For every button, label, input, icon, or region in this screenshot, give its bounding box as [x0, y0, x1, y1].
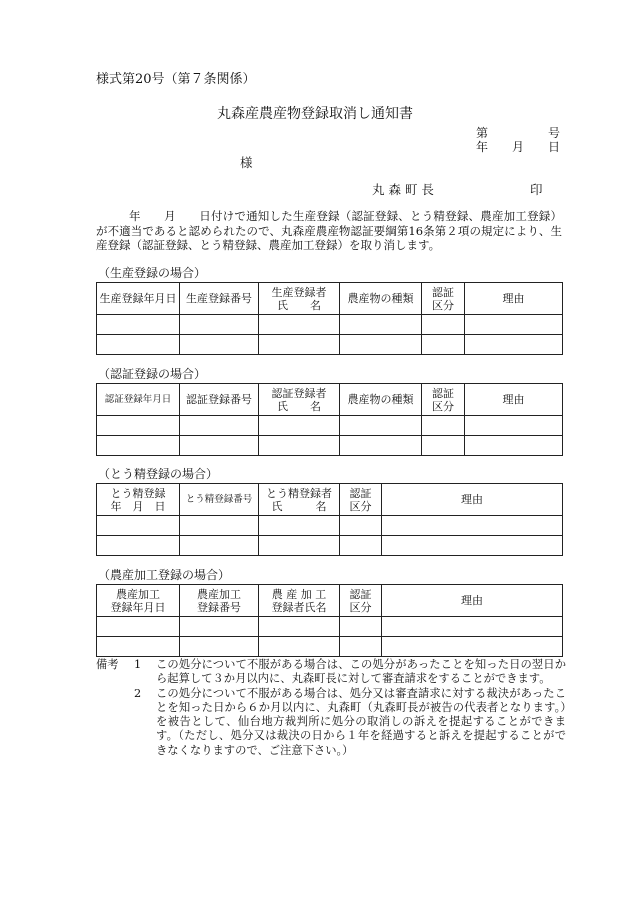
table-header: 農産物の種類 — [340, 283, 422, 315]
production-table — [96, 282, 563, 355]
table-row — [97, 617, 563, 637]
document-title: 丸森産農産物登録取消し通知書 — [217, 106, 413, 122]
table-header: 生産登録番号 — [180, 283, 259, 315]
table-header: とう精登録 年 月 日 — [97, 484, 180, 516]
table-header: 認証登録年月日 — [97, 384, 180, 416]
table-row — [97, 315, 563, 335]
table-header: 理由 — [465, 283, 563, 315]
table-row — [97, 516, 563, 536]
table-header: 生産登録者 氏 名 — [259, 283, 340, 315]
remarks-number: 1 — [134, 658, 142, 671]
milling-table — [96, 483, 563, 556]
issuer-name: 丸 森 町 長 — [372, 182, 434, 197]
table-header: 農産加工 登録番号 — [180, 585, 259, 617]
remarks — [96, 658, 566, 758]
seal-mark: 印 — [530, 182, 543, 197]
date-month: 月 — [512, 140, 525, 154]
date-year: 年 — [476, 140, 489, 154]
section-label-certification: （認証登録の場合） — [98, 367, 207, 381]
section-label-production: （生産登録の場合） — [98, 266, 207, 280]
certification-table — [96, 383, 563, 456]
table-header: 生産登録年月日 — [97, 283, 180, 315]
table-header: 認証登録番号 — [180, 384, 259, 416]
table-header: 認証 区分 — [340, 484, 382, 516]
remarks-item — [96, 658, 566, 687]
date-day: 日 — [548, 140, 561, 154]
table-row — [97, 536, 563, 556]
table-header: 理由 — [382, 484, 563, 516]
table-header: とう精登録者 氏 名 — [259, 484, 340, 516]
table-row — [97, 416, 563, 436]
table-header: 理由 — [382, 585, 563, 617]
document-date — [476, 138, 560, 155]
table-header: 農 産 加 工 登録者氏名 — [259, 585, 340, 617]
form-number: 様式第20号（第７条関係） — [96, 72, 256, 87]
number-label-go: 号 — [548, 126, 561, 140]
section-label-processing: （農産加工登録の場合） — [98, 568, 231, 582]
remarks-item — [96, 687, 566, 758]
remarks-number: 2 — [134, 686, 142, 700]
section-label-milling: （とう精登録の場合） — [98, 467, 219, 481]
table-row — [97, 436, 563, 456]
table-row — [97, 637, 563, 657]
table-header: 認証 区分 — [422, 384, 465, 416]
table-header: とう精登録番号 — [180, 484, 259, 516]
remarks-text: この処分について不服がある場合は、処分又は審査請求に対する裁決があったことを知った日から６か月以内に、丸森町（丸森町長が被告の代表者となります。）を被告として、仙台地方裁判所に処分の取消しの訴えを提起することができます。（ただし、処分又は裁決の日から１年を経過すると訴えを提起することができなくなりますので、ご注意下さい。） — [156, 686, 566, 757]
table-header: 理由 — [465, 384, 563, 416]
table-header: 認証 区分 — [340, 585, 382, 617]
remarks-text: この処分について不服がある場合は、この処分があったことを知った日の翌日から起算して３か月以内に、丸森町長に対して審査請求をすることができます。 — [156, 658, 566, 686]
processing-table — [96, 584, 563, 657]
table-header: 農産加工 登録年月日 — [97, 585, 180, 617]
table-row — [97, 335, 563, 355]
table-header: 認証 区分 — [422, 283, 465, 315]
number-label-dai: 第 — [476, 126, 489, 140]
addressee-suffix: 様 — [240, 155, 253, 170]
notice-body: 年 月 日付けで通知した生産登録（認証登録、とう精登録、農産加工登録）が不適当であると認められたので、丸森産農産物認証要綱第16条第２項の規定により、生産登録（認証登録、とう精登録、農産加工登録）を取り消します。 — [96, 209, 562, 252]
table-header: 認証登録者 氏 名 — [259, 384, 340, 416]
table-header: 農産物の種類 — [340, 384, 422, 416]
remarks-label: 備考 — [96, 658, 119, 671]
